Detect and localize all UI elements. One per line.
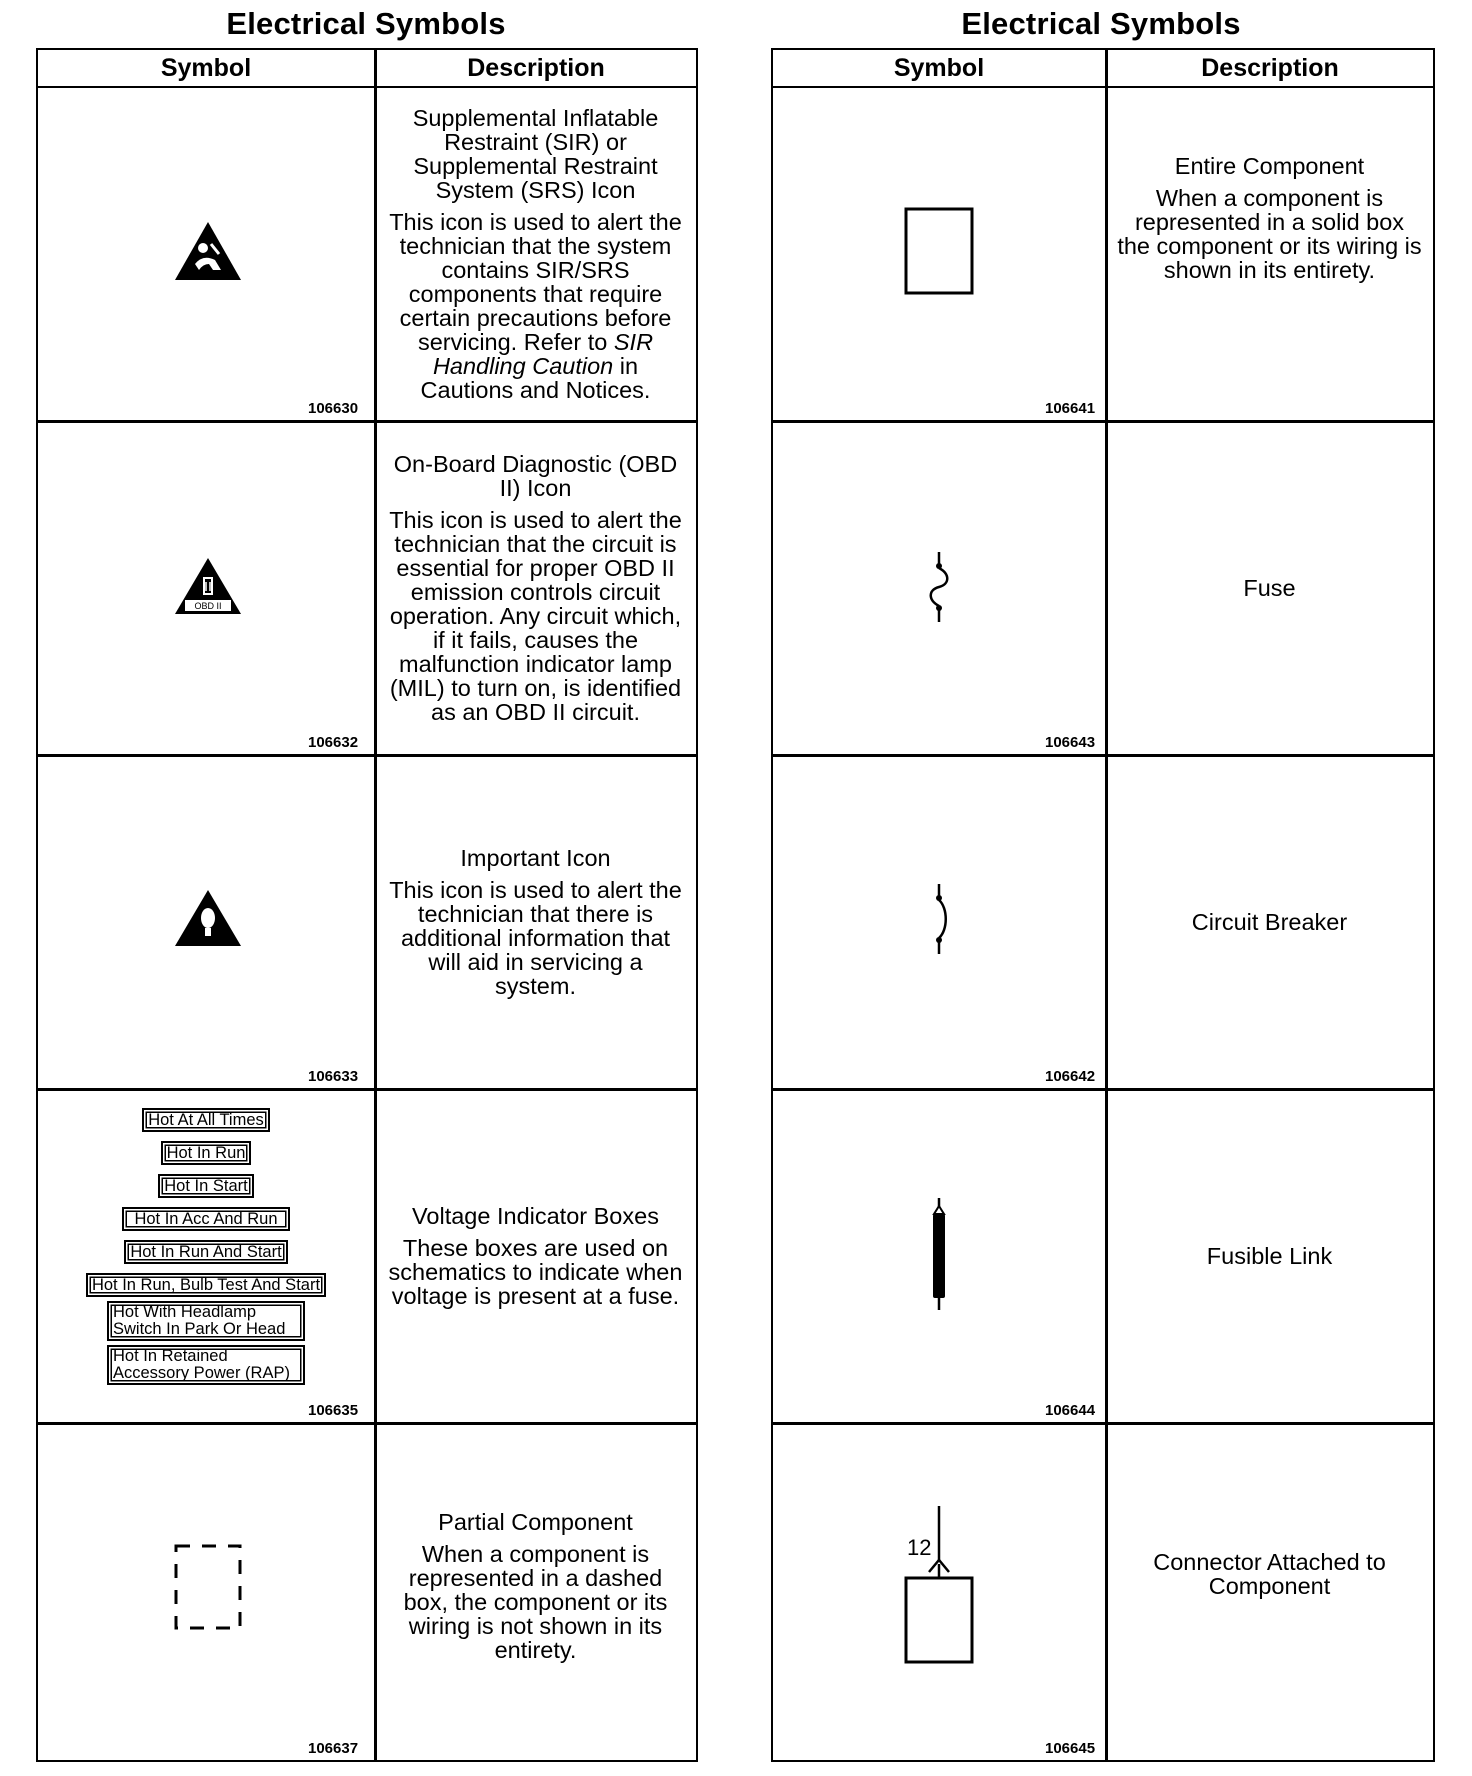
row-description: This icon is used to alert the technician that there is additional information that will aid in servicing a system. [389, 877, 682, 999]
row-description: This icon is used to alert the technician that the system contains SIR/SRS components that require certain precautions before servicing. Refer to SIR Handling Caution in Cautions and Notices. [389, 209, 682, 403]
fuse-icon [924, 550, 954, 624]
sir-srs-warning-icon [173, 220, 243, 282]
figure-code: 106644 [1045, 1402, 1096, 1419]
circuit-breaker-icon [924, 882, 954, 956]
solid-box-icon [903, 206, 975, 296]
voltage-box: Hot At All Times [142, 1108, 270, 1132]
row-title: Voltage Indicator Boxes [412, 1203, 659, 1229]
figure-code: 106633 [308, 1068, 359, 1085]
table-row [38, 422, 695, 754]
obd-ii-warning-icon [173, 556, 243, 616]
voltage-box: Hot With Headlamp Switch In Park Or Head [107, 1301, 305, 1341]
table-row [773, 1424, 1432, 1762]
figure-code: 106632 [308, 734, 359, 751]
row-description: When a component is represented in a solid box the component or its wiring is shown in its entirety. [1117, 185, 1422, 283]
figure-code: 106642 [1045, 1068, 1096, 1085]
row-title: Fuse [1243, 575, 1296, 601]
left-header-description: Description [467, 54, 605, 82]
table-row [38, 756, 695, 1088]
voltage-box: Hot In Start [158, 1174, 253, 1198]
right-table-title: Electrical Symbols [961, 6, 1241, 41]
figure-code: 106643 [1045, 734, 1096, 751]
voltage-indicator-boxes [38, 1108, 374, 1385]
table-row [773, 88, 1432, 420]
row-title: Important Icon [460, 845, 611, 871]
row-title: Fusible Link [1206, 1243, 1333, 1269]
left-header-symbol: Symbol [160, 54, 252, 82]
voltage-box: Hot In Run [161, 1141, 252, 1165]
table-row [773, 756, 1432, 1088]
svg-text:OBD II: OBD II [194, 601, 222, 611]
voltage-box: Hot In Acc And Run [122, 1207, 289, 1231]
important-warning-icon [173, 888, 243, 948]
table-row [38, 1424, 695, 1762]
row-description: When a component is represented in a dashed box, the component or its wiring is not shown in its entirety. [403, 1541, 668, 1663]
row-description: This icon is used to alert the technician that the circuit is essential for proper OBD II emission controls circuit operation. Any circuit which, if it fails, causes the malfunction indicator lamp (MIL) to turn on, is identified as an OBD II circuit. [389, 507, 682, 725]
voltage-box: Hot In Run And Start [124, 1240, 287, 1264]
row-title: Entire Component [1174, 153, 1365, 179]
figure-code: 106637 [308, 1740, 359, 1757]
connector-pin-label: 12 [907, 1535, 932, 1560]
voltage-box: Hot In Retained Accessory Power (RAP) [107, 1345, 305, 1385]
right-table-header [773, 50, 1433, 88]
row-title: Connector Attached to Component [1153, 1549, 1386, 1599]
row-description: These boxes are used on schematics to indicate when voltage is present at a fuse. [388, 1235, 683, 1309]
figure-code: 106645 [1045, 1740, 1096, 1757]
connector-component-icon [899, 1504, 979, 1674]
dashed-box-icon [172, 1542, 244, 1632]
table-row [773, 422, 1432, 754]
row-title: Partial Component [438, 1509, 633, 1535]
right-header-description: Description [1201, 54, 1339, 82]
left-symbols-table [36, 48, 698, 1762]
row-title: Circuit Breaker [1191, 909, 1348, 935]
figure-code: 106630 [308, 400, 359, 417]
table-row [773, 1090, 1432, 1422]
right-symbols-table [771, 48, 1435, 1762]
right-header-symbol: Symbol [893, 54, 985, 82]
figure-code: 106635 [308, 1402, 359, 1419]
row-title: On-Board Diagnostic (OBD II) Icon [393, 451, 678, 501]
fusible-link-icon [927, 1198, 951, 1312]
row-title: Supplemental Inflatable Restraint (SIR) or Supplemental Restraint System (SRS) Icon [412, 105, 659, 203]
left-table-header [38, 50, 696, 88]
voltage-box: Hot In Run, Bulb Test And Start [86, 1273, 326, 1297]
table-row [38, 88, 695, 420]
left-table-title: Electrical Symbols [226, 6, 506, 41]
figure-code: 106641 [1045, 400, 1096, 417]
table-row [38, 1090, 695, 1422]
